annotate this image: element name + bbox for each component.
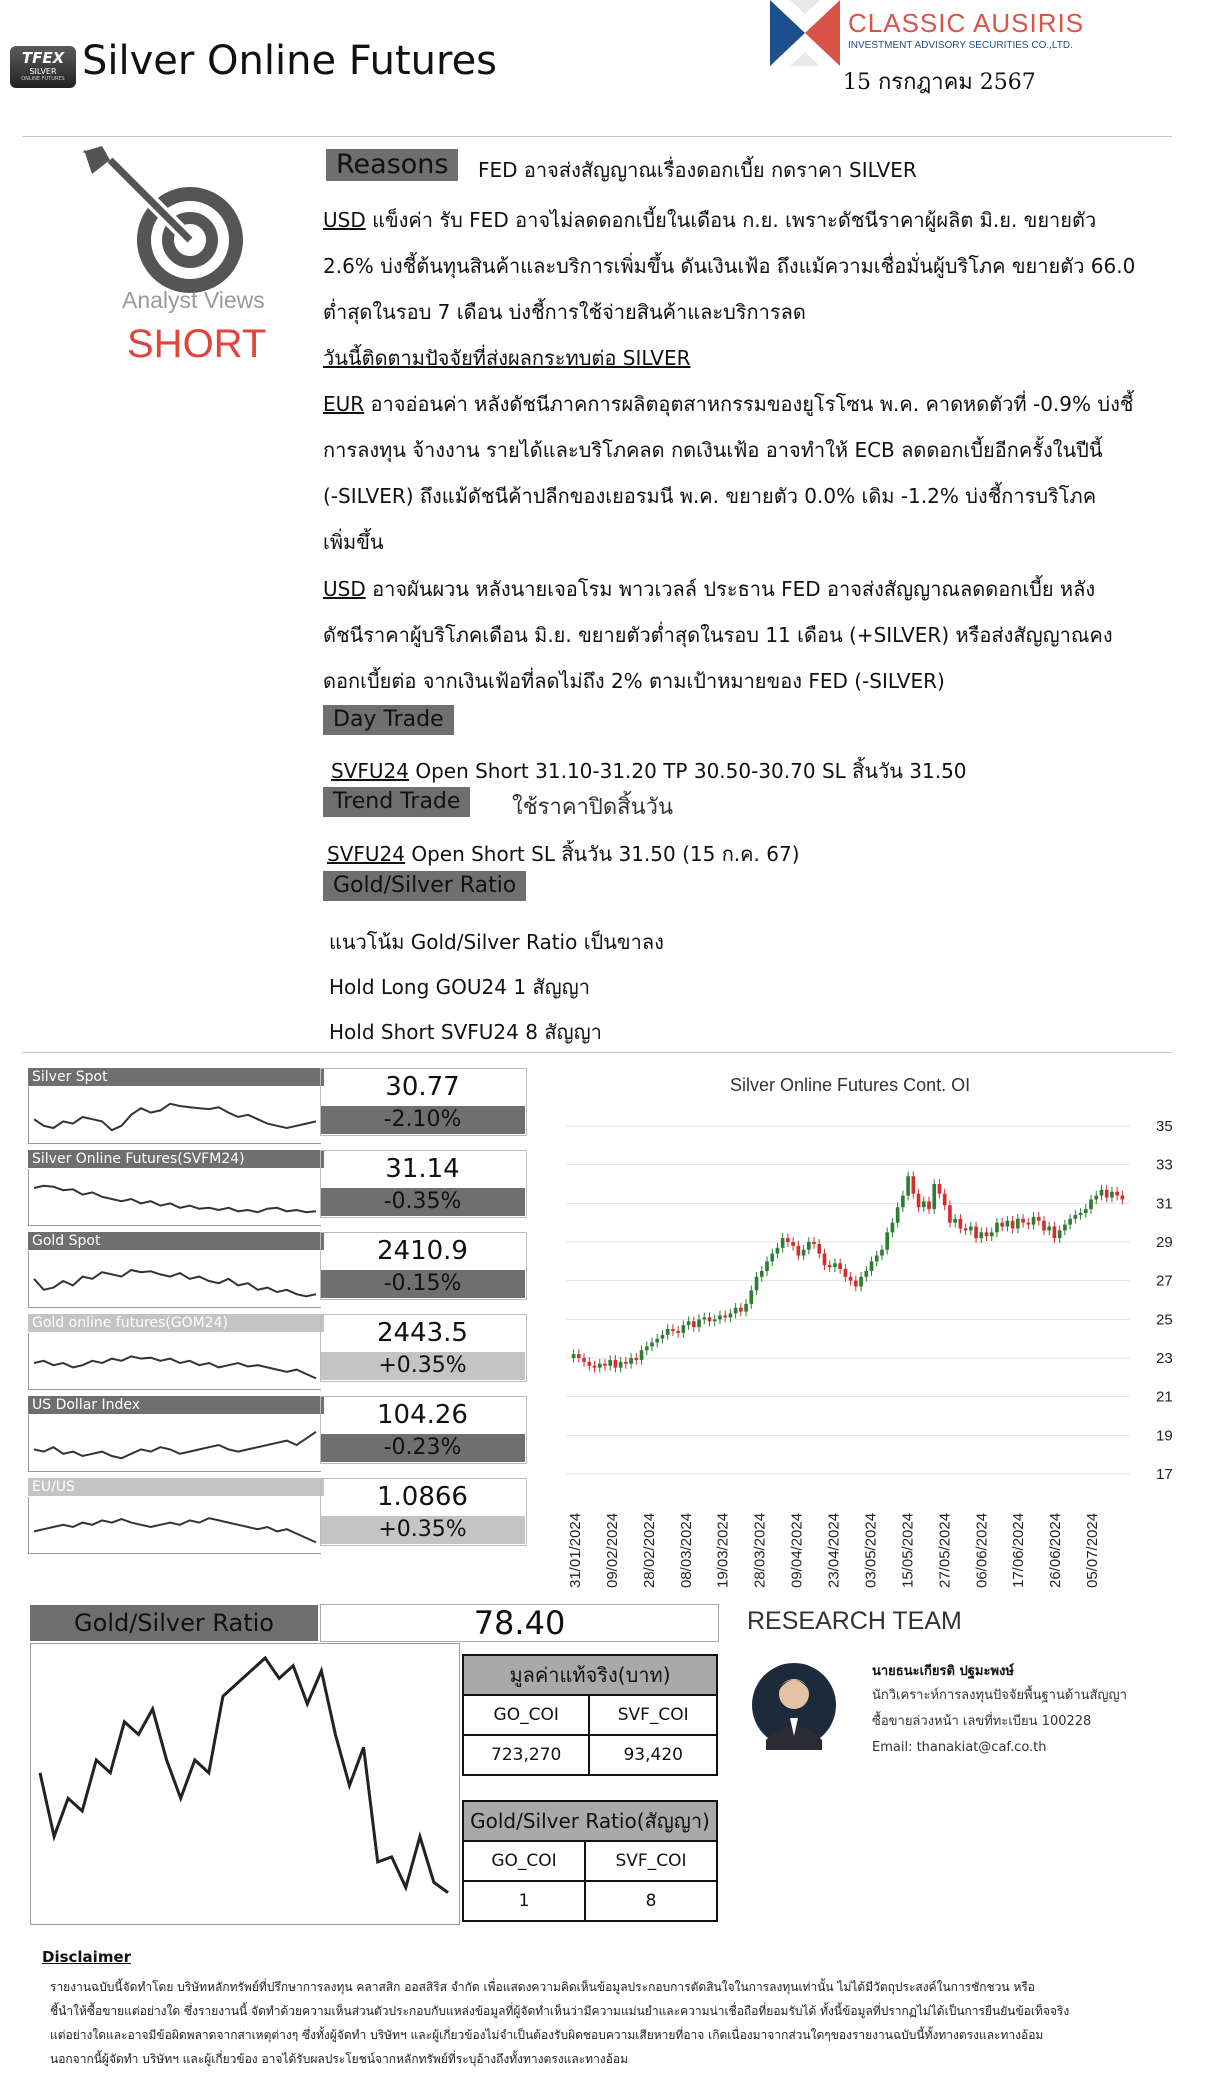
candle-body <box>974 1227 978 1239</box>
price-name: Gold Spot <box>28 1232 324 1250</box>
reason-line <box>323 665 945 697</box>
price-sparkline <box>28 1333 321 1390</box>
candle-body <box>1011 1221 1015 1229</box>
candle-body <box>635 1358 639 1360</box>
analyst-views-label: Analyst Views <box>122 287 265 313</box>
price-panel-item <box>28 1314 528 1392</box>
candle-body <box>885 1232 889 1249</box>
x-tick-label: 09/02/2024 <box>603 1512 621 1588</box>
y-tick-label: 29 <box>1156 1234 1173 1251</box>
x-tick-label: 28/02/2024 <box>640 1512 658 1588</box>
x-tick-label: 09/04/2024 <box>788 1512 806 1588</box>
price-name: EU/US <box>28 1478 324 1496</box>
tfex-logo-sub2: ONLINE FUTURES <box>21 76 65 82</box>
oi-chart <box>530 1060 1173 1600</box>
candle-body <box>833 1263 837 1267</box>
x-tick-label: 23/04/2024 <box>825 1512 843 1588</box>
candle-body <box>603 1364 607 1366</box>
currency-keyword: EUR <box>323 392 365 416</box>
brand-name: CLASSIC AUSIRIS <box>848 8 1085 38</box>
candle-body <box>1006 1221 1010 1227</box>
price-box <box>320 1068 527 1136</box>
price-name: US Dollar Index <box>28 1396 324 1414</box>
price-sparkline <box>28 1415 321 1472</box>
candle-body <box>1089 1199 1093 1209</box>
candle-body <box>896 1207 900 1222</box>
price-value: 1.0866 <box>377 1482 468 1512</box>
disclaimer-line: แต่อย่างใดและอาจมีข้อผิดพลาดจากสาเหตุต่างๆ ซึ่งทั้งผู้จัดทำ บริษัทฯ และผู้เกี่ยวข้องไม่จำเป็นต้องรับผิดชอบความเสียหายที่อาจ เกิดเนื่องมาจากส่วนใดๆของรายงานฉบับนี้ทั้งทางตรงและทางอ้อม <box>50 2028 1044 2042</box>
gs-ratio-line-2: Hold Long GOU24 1 สัญญา <box>329 975 590 999</box>
tfex-logo <box>10 46 76 88</box>
analyst-title: นักวิเคราะห์การลงทุนปัจจัยพื้นฐานด้านสัญญา <box>872 1688 1127 1703</box>
price-sparkline <box>28 1087 321 1144</box>
price-box <box>320 1150 527 1218</box>
x-tick-label: 28/03/2024 <box>751 1512 769 1588</box>
price-value: 104.26 <box>377 1400 468 1430</box>
sparkline-series <box>34 1270 316 1296</box>
reason-text: ดัชนีราคาผู้บริโภคเดือน มิ.ย. ขยายตัวต่ำสุดในรอบ 11 เดือน (+SILVER) หรือส่งสัญญาณคง <box>323 623 1113 647</box>
candle-body <box>713 1319 717 1321</box>
candle-body <box>891 1223 895 1233</box>
candle-body <box>817 1244 821 1254</box>
contract-table-col-go: GO_COI <box>463 1841 585 1881</box>
candle-body <box>838 1263 842 1269</box>
ratio-chart-frame <box>30 1643 460 1925</box>
reason-line <box>323 619 1113 651</box>
price-panel-item <box>28 1068 528 1146</box>
analyst-email: Email: thanakiat@caf.co.th <box>872 1740 1047 1755</box>
sparkline-series <box>34 1186 316 1212</box>
candle-body <box>692 1321 696 1327</box>
candle-body <box>985 1232 989 1236</box>
sparkline-series <box>34 1518 316 1542</box>
currency-keyword: USD <box>323 577 366 601</box>
candle-body <box>786 1238 790 1242</box>
candle-body <box>1115 1192 1119 1196</box>
candle-body <box>1074 1215 1078 1219</box>
price-sparkline <box>28 1497 321 1554</box>
gs-ratio-line-1: แนวโน้ม Gold/Silver Ratio เป็นขาลง <box>329 930 664 954</box>
analyst-name: นายธนะเกียรติ ปฐมะพงษ์ <box>872 1664 1014 1679</box>
chart-title: Silver Online Futures Cont. OI <box>730 1075 971 1095</box>
candle-body <box>640 1350 644 1360</box>
price-box <box>320 1232 527 1300</box>
sparkline-series <box>34 1104 316 1130</box>
price-box <box>320 1314 527 1382</box>
price-sparkline <box>28 1251 321 1308</box>
candle-body <box>682 1325 686 1333</box>
candle-body <box>723 1315 727 1317</box>
candle-body <box>1068 1219 1072 1225</box>
report-date: 15 กรกฎาคม 2567 <box>843 70 1036 95</box>
candle-body <box>1079 1213 1083 1215</box>
candle-body <box>729 1314 733 1318</box>
candle-body <box>807 1242 811 1250</box>
price-box <box>320 1396 527 1464</box>
candle-body <box>676 1331 680 1333</box>
candle-body <box>1042 1221 1046 1231</box>
y-tick-label: 23 <box>1156 1350 1173 1367</box>
price-box <box>320 1478 527 1546</box>
trend-trade-symbol: SVFU24 <box>327 842 405 866</box>
contract-table-title: Gold/Silver Ratio(สัญญา) <box>463 1801 717 1841</box>
candle-body <box>906 1176 910 1195</box>
reason-line <box>323 526 384 558</box>
candle-body <box>797 1246 801 1256</box>
analyst-info <box>872 1683 1127 1761</box>
reason-text: แข็งค่า รับ FED อาจไม่ลดดอกเบี้ยในเดือน ก.ย. เพราะดัชนีราคาผู้ผลิต มิ.ย. ขยายตัว <box>365 208 1097 232</box>
candle-body <box>1100 1190 1104 1196</box>
gs-ratio-line-3: Hold Short SVFU24 8 สัญญา <box>329 1020 602 1044</box>
brand-subtitle: INVESTMENT ADVISORY SECURITIES CO.,LTD. <box>848 40 1073 51</box>
y-tick-label: 33 <box>1156 1156 1173 1174</box>
contract-table-col-svf: SVF_COI <box>585 1841 717 1881</box>
day-trade-text: Open Short 31.10-31.20 TP 30.50-30.70 SL สิ้นวัน 31.50 <box>408 759 967 783</box>
candle-body <box>828 1265 832 1267</box>
candle-body <box>702 1317 706 1319</box>
y-tick-label: 27 <box>1156 1272 1173 1290</box>
candle-body <box>953 1219 957 1223</box>
candle-body <box>755 1277 759 1291</box>
reason-text: การลงทุน จ้างงาน รายได้และบริโภคลด กดเงินเฟ้อ อาจทำให้ ECB ลดดอกเบี้ยอีกครั้งในปีนี้ <box>323 438 1103 462</box>
reason-line <box>323 480 1096 512</box>
candle-body <box>619 1362 623 1368</box>
candle-body <box>661 1335 665 1339</box>
tfex-logo-text: TFEX <box>21 49 65 67</box>
price-change: -0.23% <box>320 1434 525 1462</box>
candle-body <box>932 1184 936 1209</box>
candle-body <box>844 1269 848 1277</box>
x-tick-label: 31/01/2024 <box>567 1512 584 1588</box>
research-heading: RESEARCH TEAM <box>747 1607 962 1635</box>
y-tick-label: 31 <box>1156 1195 1173 1213</box>
trend-trade-text: Open Short SL สิ้นวัน 31.50 (15 ก.ค. 67) <box>404 842 800 866</box>
price-change: -0.15% <box>320 1270 525 1298</box>
candle-body <box>572 1354 576 1358</box>
candle-body <box>608 1360 612 1366</box>
value-table-col-go: GO_COI <box>463 1695 589 1735</box>
x-tick-label: 05/07/2024 <box>1084 1512 1102 1588</box>
candle-body <box>880 1250 884 1256</box>
price-sparkline <box>28 1169 321 1226</box>
target-icon <box>80 148 280 288</box>
candle-body <box>1000 1223 1004 1227</box>
candle-body <box>1053 1227 1057 1239</box>
candle-body <box>582 1358 586 1362</box>
candle-body <box>1105 1190 1109 1198</box>
candle-body <box>776 1248 780 1254</box>
candle-body <box>922 1201 926 1207</box>
candle-body <box>875 1256 879 1262</box>
candle-body <box>823 1254 827 1266</box>
brand-logo-icon <box>770 0 840 66</box>
trend-trade-note: ใช้ราคาปิดสิ้นวัน <box>512 795 674 820</box>
candle-body <box>1047 1227 1051 1231</box>
candle-body <box>927 1201 931 1209</box>
candle-body <box>655 1339 659 1343</box>
candle-body <box>765 1261 769 1271</box>
candle-body <box>739 1308 743 1312</box>
price-name: Silver Online Futures(SVFM24) <box>28 1150 324 1168</box>
disclaimer-line: รายงานฉบับนี้จัดทำโดย บริษัทหลักทรัพย์ที่ปรึกษาการลงทุน คลาสสิก ออสสิริส จำกัด เพื่อแสดงความคิดเห็นข้อมูลประกอบการตัดสินใจในการลงทุนเท่านั้น ไม่ได้มีวัตถุประสงค์ในการชักชวน หรือ <box>50 1980 1036 1994</box>
ratio-label: Gold/Silver Ratio <box>30 1605 318 1641</box>
gs-ratio-tag: Gold/Silver Ratio <box>323 871 526 901</box>
price-panel-item <box>28 1396 528 1474</box>
y-tick-label: 21 <box>1156 1388 1173 1406</box>
candle-body <box>917 1194 921 1208</box>
price-name: Silver Spot <box>28 1068 324 1086</box>
candle-body <box>943 1194 947 1206</box>
candle-body <box>870 1261 874 1271</box>
sparkline-series <box>34 1356 316 1378</box>
contract-table <box>462 1800 718 1922</box>
candle-body <box>593 1366 597 1368</box>
reason-line <box>323 250 1135 282</box>
candle-body <box>901 1196 905 1208</box>
value-table-title: มูลค่าแท้จริง(บาท) <box>463 1655 717 1695</box>
candle-body <box>671 1329 675 1331</box>
contract-table-svf: 8 <box>585 1881 717 1921</box>
price-value: 30.77 <box>385 1072 460 1102</box>
candle-body <box>687 1321 691 1325</box>
candle-body <box>1084 1209 1088 1213</box>
candle-body <box>1016 1219 1020 1229</box>
price-change: +0.35% <box>320 1352 525 1380</box>
disclaimer-line: ชี้นำให้ซื้อขายแต่อย่างใด ซึ่งรายงานนี้ จัดทำด้วยความเห็นส่วนตัวประกอบกับแหล่งข้อมูลที่ผู้จัดทำเห็นว่ามีความแม่นยำและความน่าเชื่อถือที่ยอมรับได้ ทั้งนี้ข้อมูลที่ปรากฏไม่ได้เป็นการยืนยันข้อเท็จจริง <box>50 2004 1070 2018</box>
x-tick-label: 03/05/2024 <box>862 1512 880 1588</box>
day-trade-line <box>331 755 967 787</box>
reasons-tag: Reasons <box>326 149 458 181</box>
x-tick-label: 06/06/2024 <box>973 1512 991 1588</box>
candle-body <box>1026 1223 1030 1225</box>
price-panel-item <box>28 1150 528 1228</box>
x-tick-label: 17/06/2024 <box>1010 1512 1028 1588</box>
candle-body <box>964 1228 968 1230</box>
reason-line <box>323 204 1096 236</box>
candle-body <box>598 1364 602 1368</box>
ratio-value: 78.40 <box>320 1604 719 1642</box>
candle-body <box>650 1343 654 1347</box>
y-tick-label: 25 <box>1156 1311 1173 1329</box>
reasons-headline: FED อาจส่งสัญญาณเรื่องดอกเบี้ย กดราคา SILVER <box>478 158 917 182</box>
value-table <box>462 1654 718 1776</box>
candle-body <box>666 1329 670 1335</box>
reason-text: (-SILVER) ถึงแม้ดัชนีค้าปลีกของเยอรมนี พ.ค. ขยายตัว 0.0% เดิม -1.2% บ่งชี้การบริโภค <box>323 484 1097 508</box>
candle-body <box>629 1358 633 1364</box>
x-tick-label: 27/05/2024 <box>936 1512 954 1588</box>
header-divider <box>22 136 1172 137</box>
candle-body <box>912 1176 916 1193</box>
disclaimer-text <box>50 1975 1190 2071</box>
y-tick-label: 19 <box>1156 1427 1173 1445</box>
trend-trade-line <box>327 838 800 870</box>
candle-body <box>864 1271 868 1277</box>
candle-body <box>760 1271 764 1277</box>
candle-body <box>577 1354 581 1358</box>
candle-body <box>1058 1230 1062 1238</box>
candle-body <box>791 1242 795 1246</box>
reason-line <box>323 388 1133 420</box>
y-tick-label: 35 <box>1156 1118 1173 1135</box>
candle-body <box>802 1250 806 1256</box>
tfex-logo-sub: SILVER <box>29 67 57 76</box>
candle-body <box>587 1362 591 1366</box>
reason-text: ดอกเบี้ยต่อ จากเงินเฟ้อที่ลดไม่ถึง 2% ตามเป้าหมายของ FED (-SILVER) <box>323 669 945 693</box>
price-change: +0.35% <box>320 1516 525 1544</box>
reason-text: อาจอ่อนค่า หลังดัชนีภาคการผลิตอุตสาหกรรมของยูโรโซน พ.ค. คาดหดตัวที่ -0.9% บ่งชี้ <box>364 392 1134 416</box>
candle-body <box>1037 1217 1041 1221</box>
disclaimer-line: นอกจากนี้ผู้จัดทำ บริษัทฯ และผู้เกี่ยวข้อง อาจได้รับผลประโยชน์จากหลักทรัพย์ที่ระบุอ้างถึงทั้งทางตรงและทางอ้อม <box>50 2052 628 2066</box>
analyst-avatar <box>752 1660 836 1750</box>
price-name: Gold online futures(GOM24) <box>28 1314 324 1332</box>
candle-body <box>614 1360 618 1368</box>
candle-body <box>1094 1196 1098 1200</box>
reason-text: 2.6% บ่งชี้ต้นทุนสินค้าและบริการเพิ่มขึ้น ดันเงินเฟ้อ ถึงแม้ความเชื่อมั่นผู้บริโภค ขยายตัว 66.0 <box>323 254 1136 278</box>
candle-body <box>1110 1192 1114 1198</box>
sparkline-series <box>34 1432 316 1458</box>
candle-body <box>969 1227 973 1231</box>
candle-body <box>959 1219 963 1229</box>
candle-body <box>708 1317 712 1321</box>
today-heading: วันนี้ติดตามปัจจัยที่ส่งผลกระทบต่อ SILVER <box>323 346 691 370</box>
candle-body <box>995 1223 999 1233</box>
reason-text: อาจผันผวน หลังนายเจอโรม พาวเวลล์ ประธาน FED อาจส่งสัญญาณลดดอกเบี้ย หลัง <box>365 577 1096 601</box>
candle-body <box>749 1290 753 1304</box>
reason-text: เพิ่มขึ้น <box>323 530 384 554</box>
candle-body <box>812 1242 816 1244</box>
x-tick-label: 26/06/2024 <box>1047 1512 1065 1588</box>
reason-line <box>323 296 806 328</box>
candle-body <box>1121 1196 1125 1200</box>
price-change: -0.35% <box>320 1188 525 1216</box>
value-table-svf: 93,420 <box>589 1735 717 1775</box>
candle-body <box>781 1238 785 1248</box>
x-tick-label: 19/03/2024 <box>714 1512 732 1588</box>
trend-trade-tag: Trend Trade <box>323 787 470 817</box>
page-title: Silver Online Futures <box>82 38 498 84</box>
candle-body <box>744 1304 748 1312</box>
value-table-go: 723,270 <box>463 1735 589 1775</box>
day-trade-symbol: SVFU24 <box>331 759 409 783</box>
reason-line <box>323 573 1095 605</box>
x-tick-label: 15/05/2024 <box>899 1512 917 1588</box>
candle-chart-svg <box>530 1060 1173 1600</box>
candle-body <box>948 1205 952 1222</box>
candle-body <box>697 1319 701 1327</box>
price-panel-item <box>28 1232 528 1310</box>
reason-text: ต่ำสุดในรอบ 7 เดือน บ่งชี้การใช้จ่ายสินค้าและบริการลด <box>323 300 806 324</box>
price-change: -2.10% <box>320 1106 525 1134</box>
candle-body <box>859 1277 863 1287</box>
candle-body <box>1032 1217 1036 1225</box>
disclaimer-heading: Disclaimer <box>42 1948 132 1966</box>
candle-body <box>1021 1219 1025 1223</box>
y-tick-label: 17 <box>1156 1466 1173 1483</box>
reason-line <box>323 434 1103 466</box>
analyst-license: ซื้อขายล่วงหน้า เลขที่ทะเบียน 100228 <box>872 1714 1092 1729</box>
day-trade-tag: Day Trade <box>323 705 454 735</box>
candle-body <box>990 1232 994 1236</box>
candle-body <box>854 1281 858 1287</box>
position-label: SHORT <box>127 322 267 366</box>
candle-body <box>718 1315 722 1319</box>
contract-table-go: 1 <box>463 1881 585 1921</box>
candle-body <box>734 1308 738 1314</box>
candle-body <box>770 1254 774 1262</box>
price-value: 31.14 <box>385 1154 460 1184</box>
currency-keyword: USD <box>323 208 366 232</box>
candle-body <box>645 1346 649 1350</box>
candle-body <box>849 1277 853 1281</box>
value-table-col-svf: SVF_COI <box>589 1695 717 1735</box>
candle-body <box>938 1184 942 1194</box>
candle-body <box>624 1362 628 1364</box>
price-panel-item <box>28 1478 528 1556</box>
x-tick-label: 08/03/2024 <box>677 1512 695 1588</box>
price-value: 2410.9 <box>377 1236 468 1266</box>
price-value: 2443.5 <box>377 1318 468 1348</box>
section-divider <box>22 1052 1172 1053</box>
candle-body <box>1063 1225 1067 1231</box>
candle-body <box>979 1232 983 1238</box>
